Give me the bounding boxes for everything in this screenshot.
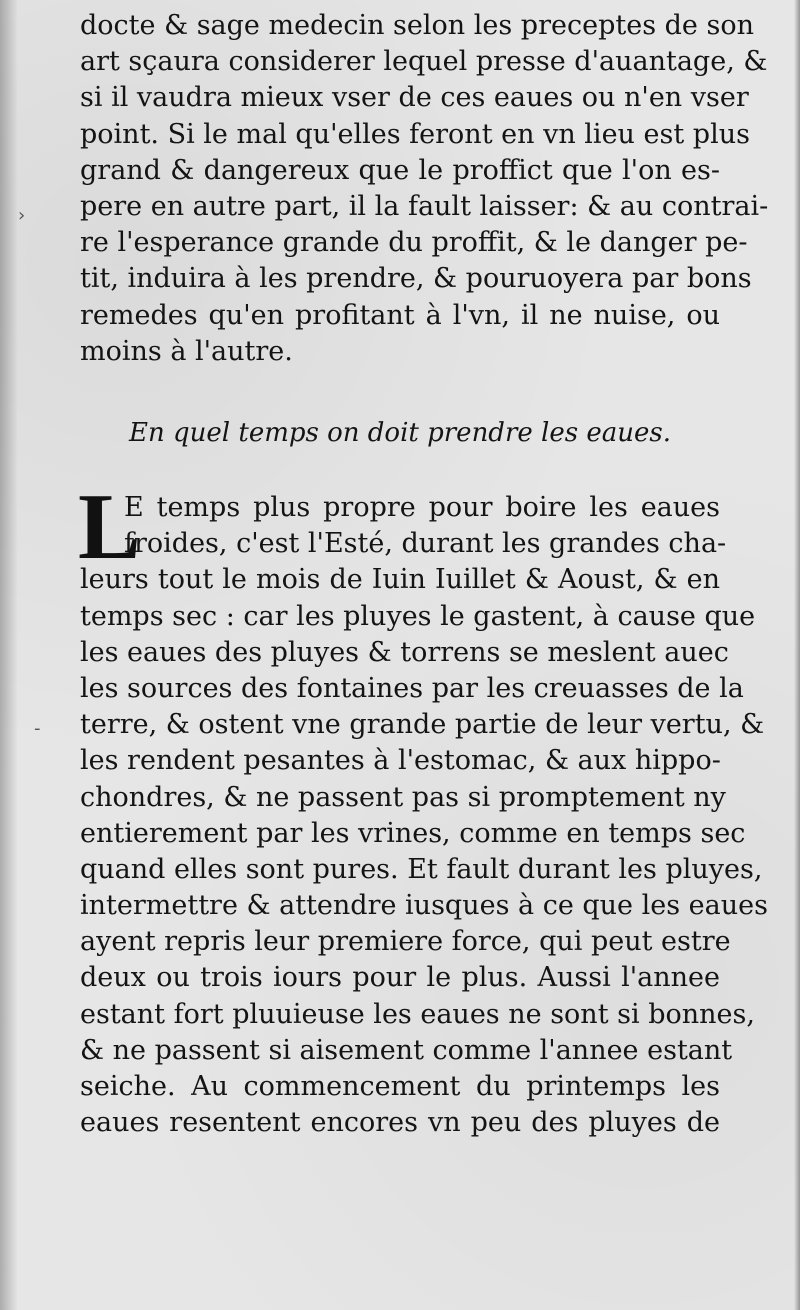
- text-line: & ne passent si aisement comme l'annee estant: [80, 1034, 733, 1066]
- drop-cap: L: [78, 475, 141, 579]
- text-line: docte & sage medecin selon les preceptes de son: [80, 10, 754, 41]
- gutter-shadow: [0, 0, 18, 1310]
- text-line: point. Si le mal qu'elles feront en vn lieu est plus: [80, 118, 750, 150]
- text-line: art sçaura considerer lequel presse d'auantage, &: [80, 46, 768, 78]
- text-line: moins à l'autre.: [80, 335, 293, 367]
- text-line: pere en autre part, il la fault laisser: & au contrai-: [80, 190, 769, 222]
- text-line: si il vaudra mieux vser de ces eaues ou n'en vser: [80, 82, 749, 114]
- text-line: les sources des fontaines par les creuasses de la: [80, 672, 744, 704]
- paragraph-main: [80, 490, 768, 1141]
- text-line: estant fort pluuieuse les eaues ne sont si bonnes,: [80, 998, 755, 1030]
- paragraph-continuation: [80, 8, 769, 370]
- text-line: grand & dangereux que le proffict que l'on es-: [80, 154, 720, 186]
- text-line: eaues resentent encores vn peu des pluyes de: [80, 1107, 720, 1139]
- text-line: temps sec : car les pluyes le gastent, à cause que: [80, 600, 756, 632]
- text-line: seiche. Au commencement du printemps les: [80, 1071, 720, 1102]
- page-edge: [794, 0, 800, 1310]
- text-line: froides, c'est l'Esté, durant les grandes cha-: [124, 528, 727, 560]
- margin-mark: ›: [18, 205, 26, 226]
- text-line: les rendent pesantes à l'estomac, & aux hippo-: [80, 745, 721, 777]
- text-line: chondres, & ne passent pas si promptement ny: [80, 781, 726, 813]
- text-line: entierement par les vrines, comme en temps sec: [80, 817, 746, 849]
- text-line: remedes qu'en profitant à l'vn, il ne nuise, ou: [80, 299, 720, 331]
- text-line: terre, & ostent vne grande partie de leur vertu, &: [80, 709, 765, 741]
- text-line: quand elles sont pures. Et fault durant les pluyes,: [80, 853, 763, 885]
- text-line: tit, induira à les prendre, & pouruoyera par bons: [80, 263, 752, 295]
- text-line: deux ou trois iours pour le plus. Aussi l'annee: [80, 962, 720, 994]
- margin-mark: -: [34, 718, 41, 739]
- text-line: les eaues des pluyes & torrens se meslent auec: [80, 636, 729, 668]
- text-line: intermettre & attendre iusques à ce que les eaues: [80, 890, 768, 922]
- text-line: leurs tout le mois de Iuin Iuillet & Aoust, & en: [80, 564, 720, 596]
- section-heading: En quel temps on doit prendre les eaues.: [129, 418, 671, 448]
- text-line: re l'esperance grande du proffit, & le danger pe-: [80, 227, 748, 259]
- text-line: E temps plus propre pour boire les eaues: [124, 492, 720, 523]
- text-line: ayent repris leur premiere force, qui peut estre: [80, 926, 731, 958]
